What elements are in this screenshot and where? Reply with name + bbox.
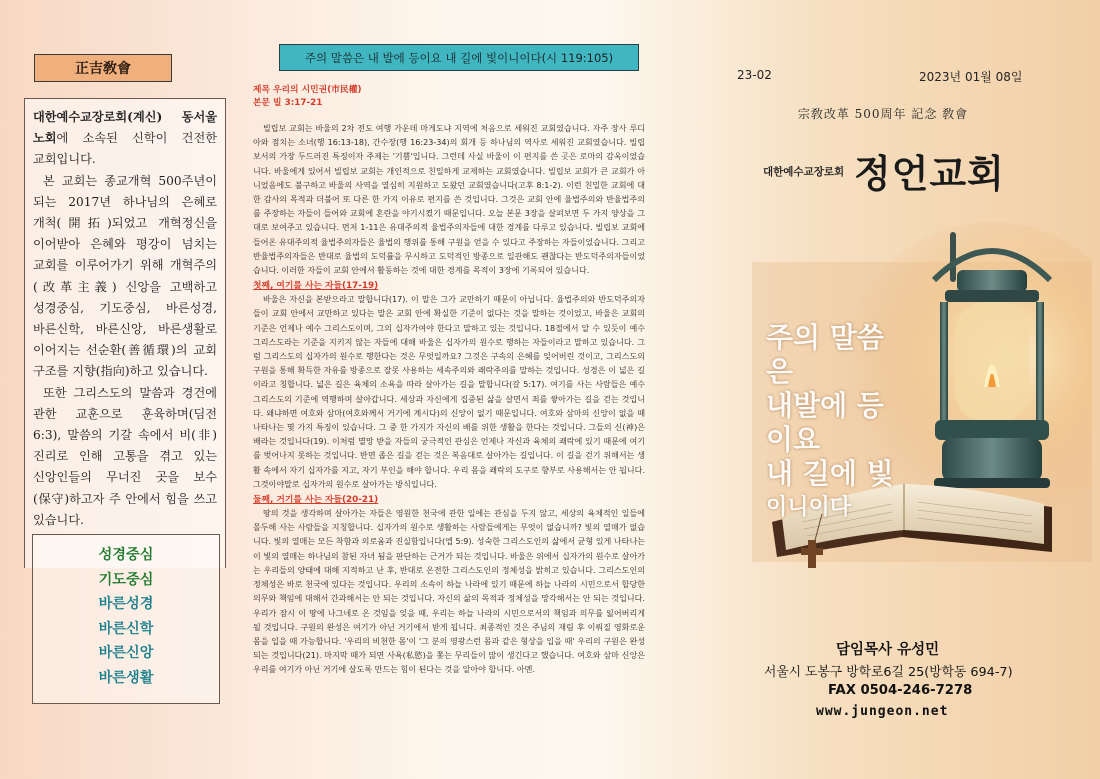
church-address: 서울시 도봉구 방학로6길 25(방학동 694-7): [764, 665, 1013, 680]
motto-list: [32, 534, 220, 704]
art-text-line-2: 내발에 등이요: [766, 389, 884, 456]
sermon-section-1-text: 바울은 자신을 본받으라고 말합니다(17). 이 말은 그가 교만하기 때문이 아닙니다. 율법주의와 반도덕주의자들이 교회 안에서 교만하고 있다는 말은 교회 안에 확실한 기준이 없다는 것을 말하는 것이었고, 바울은 교회의 기준은 언제나 예수 그리스도이며, 그의 십자가여야 한다고 말하고 있는 것입니다. 18절에서 알 수 있듯이 예수 그리스도라는 기준을 지키지 않는 자들에 대해 바울은 십자가의 원수로 행하는 자들이라고 말하고 있습니다. 그럼 그리스도의 십자가의 원수로 행한다는 것은 무엇일까요? 그것은 구속의 은혜를 잊어버린 것이고, 그리스도의 구원을 통해 확득한 자유를 방종으로 잘못 사용하는 세속주의와 쾌락주의를 말하는 것입니다. 성경은 이 넓은 길이라고 칭합니다. 넓은 길은 육체의 소욕을 따라 살아가는 길을 말합니다(갈 5:17). 여기를 사는 사람들은 예수 그리스도의 기준에 역행하며 살아갑니다. 세상과 자신에게 집중된 삶을 살면서 죄를 쌓아가는 길을 걷는 것입니다. 왜냐하면 여호와 삼마(여호와께서 거기에 계시다)의 신앙이 없기 때문입니다. 여호와 삼마의 신앙이 없을 때 나타나는 몇 가지 특징이 있습니다. 그 중 한 가지가 자신의 배를 위한 생활을 한다는 것입니다. 그들의 신(神)은 배라는 것입니다(19). 이처럼 멸망 받을 자들의 궁극적인 관심은 언제나 자신과 육체의 쾌락에 있기 때문에 여기를 벗어나지 못하는 것입니다. 반면 좁은 길을 걷는 것은 복음대로 살아가는 길입니다. 이 길을 걷기 위해서는 생활 속에서 자기 십자가를 지고, 자기 부인을 해야 합니다. 우리 몸을 쾌락의 도구로 향부로 사용해서는 안 됩니다. 그것이야말로 십자가의 원수로 살아가는 방식입니다.: [253, 295, 645, 489]
church-name-title: 정언교회: [854, 152, 1005, 196]
issue-number: 23-02: [737, 68, 772, 82]
motto-item: 바른신앙: [98, 645, 154, 662]
sermon-section-2-text: 땅의 것을 생각하며 살아가는 자들은 영원한 천국에 관한 일에는 관심을 두지 않고, 세상의 육체적인 일들에 몰두해 사는 사람들을 지칭합니다. 십자가의 원수로 생활하는 사람들에게는 무엇이 없습니까? 빛의 열매가 없습니다. 빛의 열매는 모든 착함과 의로움과 진실함입니다(엡 5:9). 성숙한 그리스도인의 삶에서 균형 있게 나타나는 이 빛의 열매는 하나님의 참된 자녀 됨을 판단하는 근거가 되는 것입니다. 바울은 위에서 십자가의 원수로 살아가는 우리들의 양태에 대해 지적하고 난 후, 반대로 온전한 그리스도인의 정체성을 밝히고 있습니다. 그리스도인의 정체성은 바로 천국에 있다는 것입니다. 우리의 소속이 하늘 나라에 있기 때문에 하늘 나라의 시민으로서 합당한 의무와 책임에 대해서 간과해서는 안 되는 것입니다. 자신의 삶의 목적과 정체성을 망각해서는 안 되는 것입니다. 우리가 잠시 이 땅에 나그네로 온 것임을 잊을 때, 우리는 하늘 나라의 시민으로서의 책임과 의무를 잃어버리게 될 것입니다. 구원의 완성은 여기가 아닌 거기에서 받게 됩니다. 최종적인 것은 주님의 재림 후 이뤄질 영화로운 몸을 입을 때 가능합니다. '우리의 비천한 몸'이 '그 분의 영광스런 몸과 같은 형상을 입을 때' 우리의 구원은 완성되는 것입니다(21). 마지막 때가 되면 사욕(私慾)을 쫓는 무리들이 많이 생긴다고 했습니다. 여호와 삼마 신앙은 우리를 여기가 아닌 거기에 살도록 만드는 힘이 된다는 것을 알아야 합니다. 아멘.: [253, 509, 645, 675]
fax-number: FAX 0504-246-7278: [828, 683, 973, 698]
motto-item: 기도중심: [98, 571, 154, 588]
illustration-verse-text: [766, 321, 902, 525]
sermon-intro-paragraph: 빌립보 교회는 바울의 2차 전도 여행 가운데 마게도냐 지역에 처음으로 세워진 교회였습니다. 자주 장사 루디아와 점치는 소녀(행 16:13-18), 간수장(행 16:23-34)의 회개 등 하나님의 역사로 세워진 교회였습니다. 빌립보서의 가장 두드러진 특징이자 주제는 '기쁨'입니다. 그런데 사실 바울이 이 편지를 쓴 곳은 로마의 감옥이었습니다. 바울에게 있어서 빌립보 교회는 개인적으로 친밀하게 교제하는 교회였습니다. 빌립보 교회가 큰 교회가 아니었음에도 불구하고 바울의 사역을 열심히 지원하고 도왔던 교회였습니다(고후 8:1-2). 이런 친밀한 교회에 대한 감사의 목적과 더불어 또 다른 한 가지 이유로 편지를 쓴 것입니다. 그것은 교회 안에 율법주의와 반율법주의를 주장하는 자들이 들어와 교회에 혼란을 야기시켰기 때문입니다. 오늘 본문 3장을 살펴보면 두 가지 양상을 그대로 보여주고 있습니다. 먼저 1-11은 유대주의적 율법주의자들에 대한 경계를 다루고 있습니다. 빌립보 교회에 들어온 유대주의적 율법주의자들은 율법의 행위를 통해 구원을 얻을 수 있다고 주장하는 자들이었습니다. 그리고 반율법주의자들은 반대로 율법의 도덕률을 무시하고 도덕적인 방종으로 일관해도 괜찮다는 반도덕주의자들이었습니다. 이러한 자들이 교회 안에서 활동하는 것에 대한 경계를 목적이 3장에 기록되어 있습니다.: [253, 124, 645, 276]
verse-banner: 주의 말씀은 내 발에 등이요 내 길에 빛이니이다(시 119:105): [279, 44, 639, 71]
pastor-name: 담임목사 유성민: [836, 642, 940, 658]
church-intro-column: [24, 40, 226, 760]
intro-paragraph-1: [33, 107, 217, 171]
anniversary-subtitle: 宗敎改革 500周年 記念 敎會: [797, 107, 969, 121]
motto-item: 바른신학: [98, 620, 154, 637]
motto-item: 바른생활: [98, 669, 154, 686]
sermon-section-2-heading: 둘째, 거기를 사는 자들(20-21): [253, 495, 379, 506]
art-text-line-1: 주의 말씀은: [766, 321, 884, 388]
motto-item: 성경중심: [98, 547, 154, 563]
church-hanja-tag: 正吉敎會: [34, 54, 172, 82]
issue-date: 2023년 01월 08일: [919, 70, 1023, 84]
sermon-title: 제목 우리의 시민권(市民權): [253, 85, 362, 95]
intro-bold-denomination: 대한예수교장로회(계신) 동서울 노회: [33, 110, 217, 146]
sermon-section-1-heading: 첫째, 여기를 사는 자들(17-19): [253, 281, 379, 292]
sermon-body: [253, 84, 645, 764]
website-url[interactable]: www.jungeon.net: [816, 704, 949, 719]
church-intro-box: [24, 98, 226, 568]
intro-text-1: 에 소속된 신학이 건전한 교회입니다.: [33, 131, 217, 167]
motto-item: 바른성경: [98, 596, 154, 613]
sermon-text-reference: 본문 빌 3:17-21: [253, 98, 323, 108]
intro-paragraph-3: 또한 그리스도의 말씀과 경건에 관한 교훈으로 훈육하며(딤전 6:3), 말씀의 기갈 속에서 비(非) 진리로 인해 고통을 겪고 있는 신앙인들의 무너진 곳을 보수(保守)하고자 주 안에서 힘을 쓰고 있습니다.: [33, 385, 217, 527]
denomination-label: 대한예수교장로회: [763, 166, 845, 178]
art-text-line-3: 내 길에 빛: [766, 457, 894, 490]
intro-paragraph-2: 본 교회는 종교개혁 500주년이 되는 2017년 하나님의 은혜로 개척(開拓)되었고 개혁정신을 이어받아 은혜와 평강이 넘치는 교회를 이루어가기 위해 개혁주의(改革主義) 신앙을 고백하고 성경중심, 기도중심, 바른성경, 바른신학, 바른신앙, 바른생활로 이어지는 선순환(善循環)의 교회 구조를 지향(指向)하고 있습니다.: [33, 173, 217, 379]
art-text-line-4: 이니이다: [766, 495, 852, 520]
